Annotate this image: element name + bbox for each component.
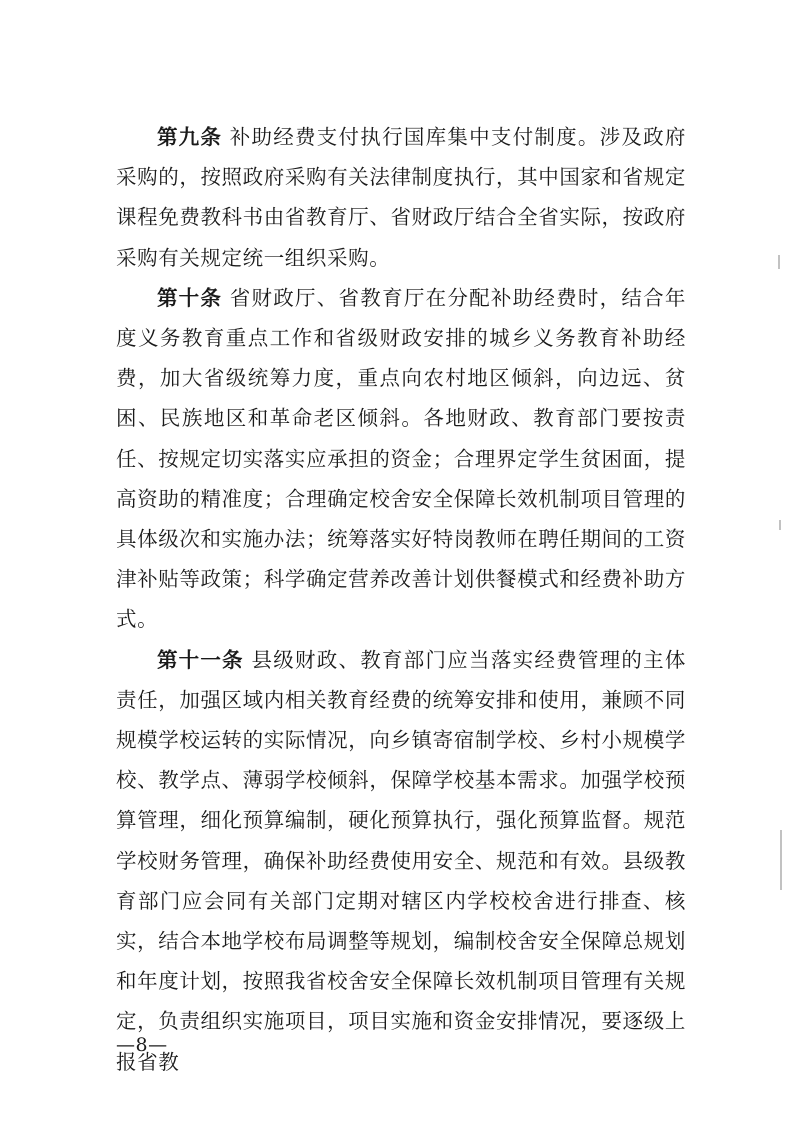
article-10-paragraph bbox=[116, 278, 686, 640]
page-number: —8— bbox=[116, 1034, 168, 1056]
scan-edge-mark bbox=[779, 520, 781, 530]
scan-edge-mark bbox=[780, 830, 782, 890]
article-11-text: 县级财政、教育部门应当落实经费管理的主体责任，加强区域内相关教育经费的统筹安排和使用，兼顾不同规模学校运转的实际情况，向乡镇寄宿制学校、乡村小规模学校、教学点、薄弱学校倾斜，保障学校基本需求。加强学校预算管理，细化预算编制，硬化预算执行，强化预算监督。规范学校财务管理，确保补助经费使用安全、规范和有效。县级教育部门应会同有关部门定期对辖区内学校校舍进行排查、核实，结合本地学校布局调整等规划，编制校舍安全保障总规划和年度计划，按照我省校舍安全保障长效机制项目管理有关规定，负责组织实施项目，项目实施和资金安排情况，要逐级上报省教 bbox=[116, 647, 687, 1074]
article-11-paragraph bbox=[116, 640, 686, 1082]
article-11-title: 第十一条 bbox=[157, 647, 244, 672]
article-10-title: 第十条 bbox=[157, 285, 222, 310]
article-9-title: 第九条 bbox=[157, 125, 222, 149]
article-10-text: 省财政厅、省教育厅在分配补助经费时，结合年度义务教育重点工作和省级财政安排的城乡义务教育补助经费，加大省级统筹力度，重点向农村地区倾斜，向边远、贫困、民族地区和革命老区倾斜。各地财政、教育部门要按责任、按规定切实落实应承担的资金；合理界定学生贫困面，提高资助的精准度；合理确定校舍安全保障长效机制项目管理的具体级次和实施办法；统筹落实好特岗教师在聘任期间的工资津补贴等政策；科学确定营养改善计划供餐模式和经费补助方式。 bbox=[116, 285, 687, 632]
article-9-text: 补助经费支付执行国库集中支付制度。涉及政府采购的，按照政府采购有关法律制度执行，其中国家和省规定课程免费教科书由省教育厅、省财政厅结合全省实际，按政府采购有关规定统一组织采购。 bbox=[116, 125, 687, 270]
scan-edge-mark bbox=[778, 255, 780, 269]
document-body bbox=[116, 117, 686, 1082]
article-9-paragraph bbox=[116, 117, 686, 278]
